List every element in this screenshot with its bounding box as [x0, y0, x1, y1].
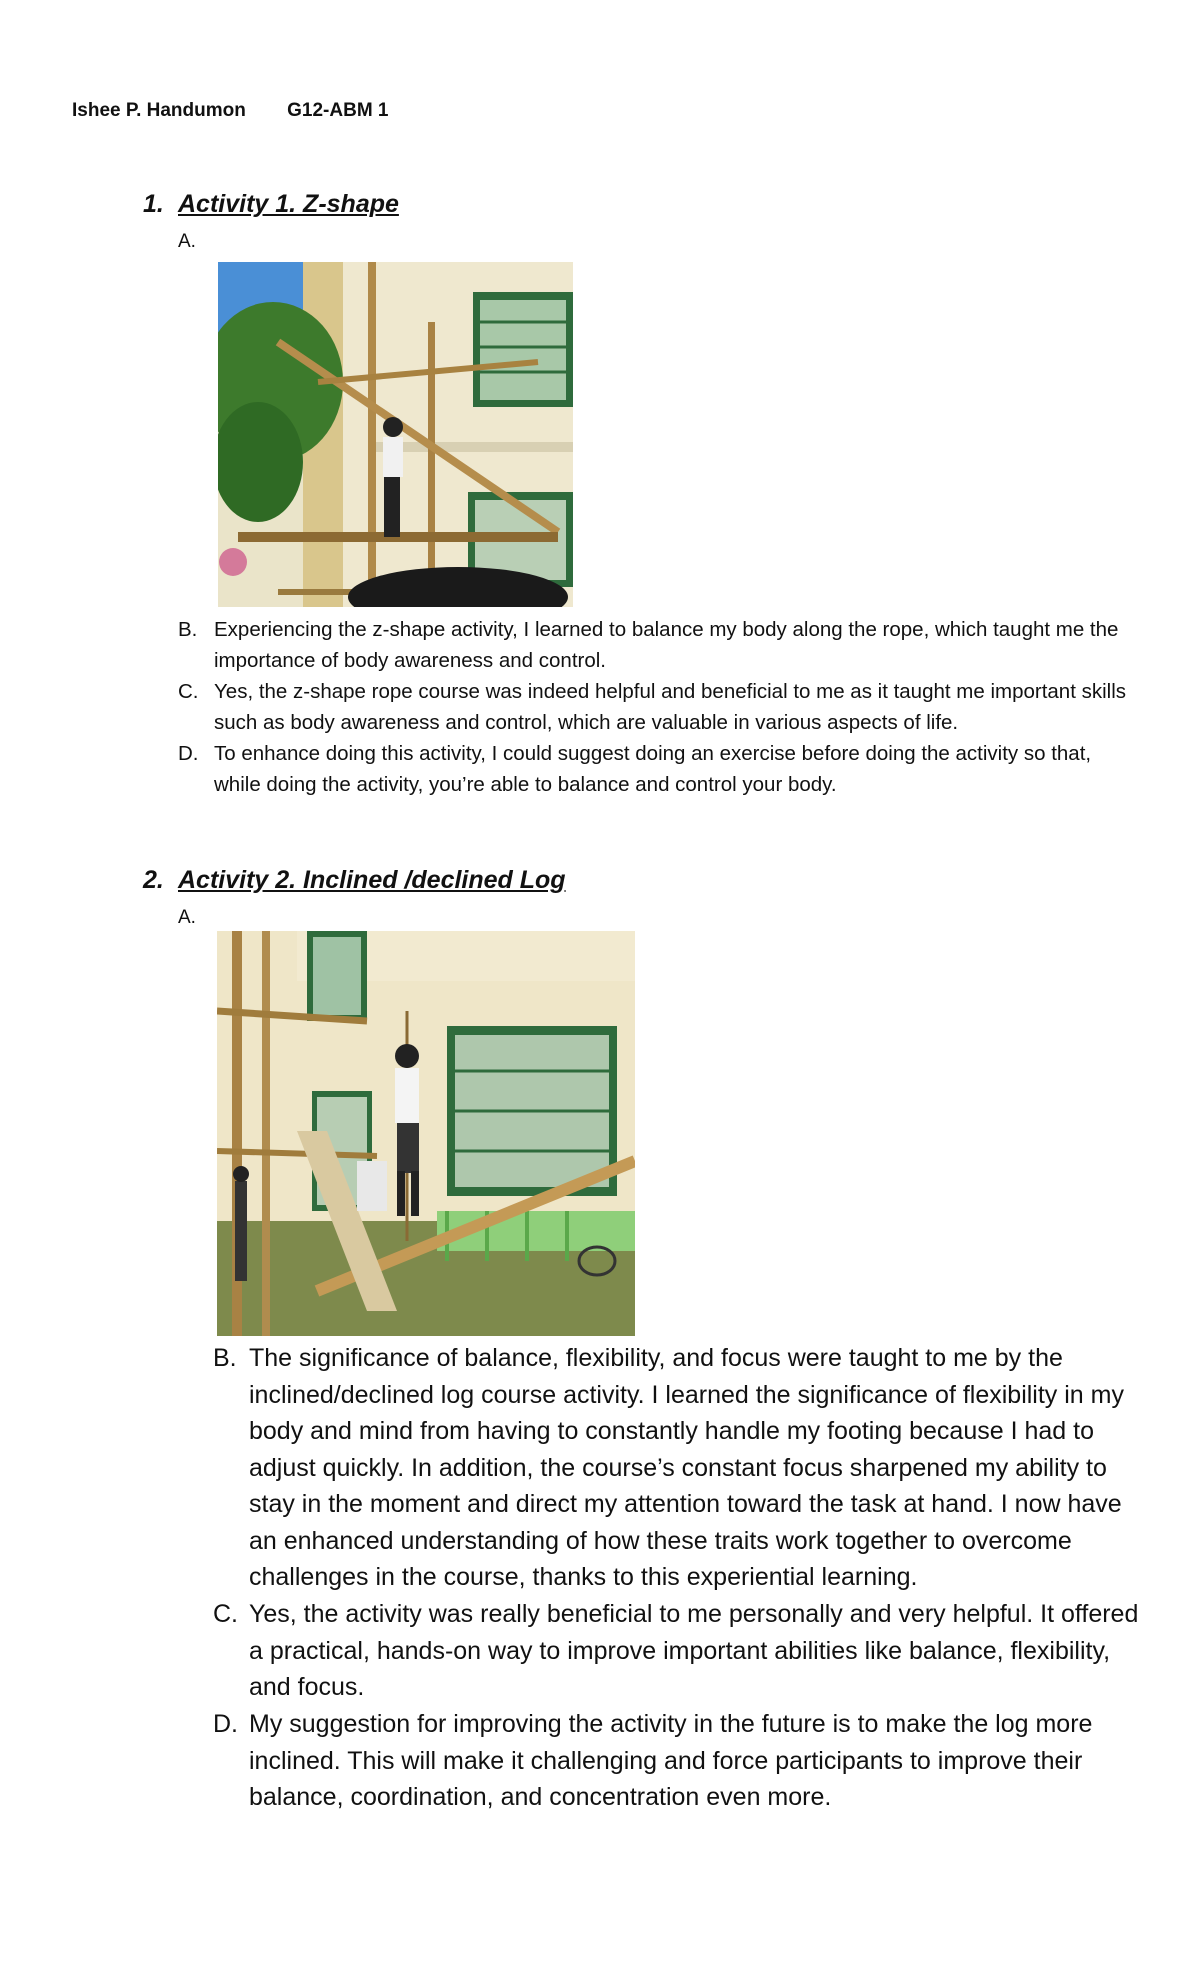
item-text: To enhance doing this activity, I could suggest doing an exercise before doing the activity so that, while doing the activity, you’re able to balance and control your body.: [214, 742, 1092, 796]
item-letter: D.: [178, 742, 199, 765]
section-title-text: Activity 1. Z-shape: [178, 190, 399, 218]
section-1-item-c: [178, 676, 1138, 738]
item-text: Yes, the z-shape rope course was indeed helpful and beneficial to me as it taught me important skills such as body awareness and control, which are valuable in various aspects of life.: [214, 680, 1127, 734]
item-letter: B.: [178, 618, 198, 641]
item-text: The significance of balance, flexibility, and focus were taught to me by the inclined/declined log course activity. I learned the significance of flexibility in my body and mind from having to constantly handle my footing because I had to adjust quickly. In addition, the course’s constant focus sharpened my ability to stay in the moment and direct my attention toward the task at hand. I now have an enhanced understanding of how these traits work together to overcome challenges in the course, thanks to this experiential learning.: [249, 1344, 1124, 1591]
section-1-item-b: [178, 614, 1138, 676]
document-header: [72, 100, 389, 122]
section-2-item-b: [213, 1340, 1143, 1596]
student-name: Ishee P. Handumon: [72, 100, 246, 121]
item-text: My suggestion for improving the activity in the future is to make the log more inclined. This will make it challenging and force participants to improve their balance, coordination, and concentration even more.: [249, 1710, 1093, 1811]
item-letter: C.: [178, 680, 199, 703]
grade-section: G12-ABM 1: [287, 100, 389, 121]
section-2-item-d: [213, 1706, 1143, 1816]
section-number: 1.: [143, 190, 164, 218]
item-letter: B.: [213, 1344, 237, 1372]
item-text: Experiencing the z-shape activity, I learned to balance my body along the rope, which taught me the importance of body awareness and control.: [214, 618, 1119, 672]
section-1-title: [143, 190, 399, 219]
section-2-item-c: [213, 1596, 1143, 1706]
item-a-label: A.: [178, 907, 196, 928]
z-shape-activity-photo: [218, 262, 573, 607]
inclined-log-activity-photo: [217, 931, 635, 1336]
item-letter: D.: [213, 1710, 238, 1738]
item-letter: C.: [213, 1600, 238, 1628]
section-2-title: [143, 866, 566, 895]
item-a-label: A.: [178, 231, 196, 252]
section-1-item-d: [178, 738, 1138, 800]
item-text: Yes, the activity was really beneficial to me personally and very helpful. It offered a practical, hands-on way to improve important abilities like balance, flexibility, and focus.: [249, 1600, 1139, 1701]
section-title-text: Activity 2. Inclined /declined Log: [178, 866, 566, 894]
section-number: 2.: [143, 866, 164, 894]
